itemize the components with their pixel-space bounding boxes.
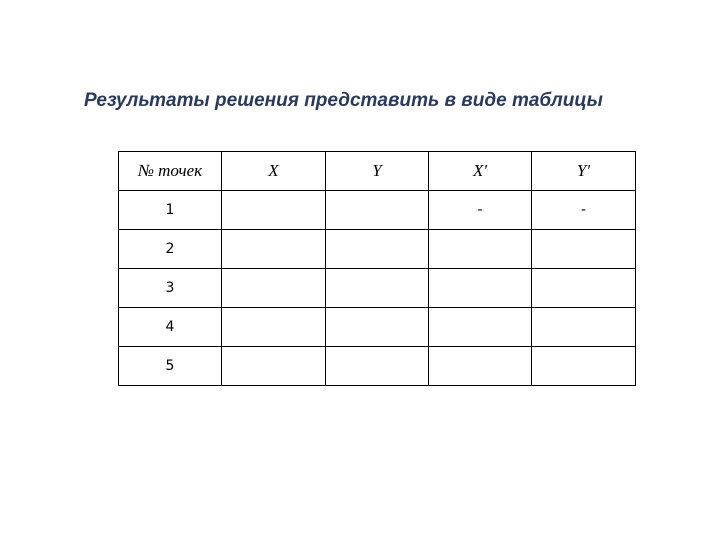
table-cell: - <box>429 191 532 230</box>
table-row <box>119 308 636 347</box>
table-header-row <box>119 152 636 191</box>
table-row <box>119 347 636 386</box>
table-cell <box>222 230 326 269</box>
table-cell <box>429 347 532 386</box>
header-y-prime: Y′ <box>532 152 636 191</box>
header-y: Y <box>326 152 429 191</box>
table-row <box>119 230 636 269</box>
table-row <box>119 191 636 230</box>
table-cell <box>532 347 636 386</box>
table-cell <box>222 269 326 308</box>
table-cell <box>532 308 636 347</box>
table-cell <box>326 191 429 230</box>
table-cell <box>532 230 636 269</box>
header-point-number: № точек <box>119 152 222 191</box>
table-cell: 4 <box>119 308 222 347</box>
slide-title: Результаты решения представить в виде таблицы <box>84 90 603 111</box>
table-cell <box>326 308 429 347</box>
table-cell <box>326 230 429 269</box>
table-cell <box>326 347 429 386</box>
table-cell <box>532 269 636 308</box>
table-cell: - <box>532 191 636 230</box>
header-x: X <box>222 152 326 191</box>
table-row <box>119 269 636 308</box>
table-cell <box>222 308 326 347</box>
table-cell: 3 <box>119 269 222 308</box>
table-cell <box>429 230 532 269</box>
table-cell: 5 <box>119 347 222 386</box>
table-cell <box>429 308 532 347</box>
table-cell <box>222 347 326 386</box>
table-cell <box>222 191 326 230</box>
results-table <box>118 151 636 386</box>
table-cell: 1 <box>119 191 222 230</box>
table-cell <box>326 269 429 308</box>
table-cell <box>429 269 532 308</box>
table-cell: 2 <box>119 230 222 269</box>
header-x-prime: X′ <box>429 152 532 191</box>
